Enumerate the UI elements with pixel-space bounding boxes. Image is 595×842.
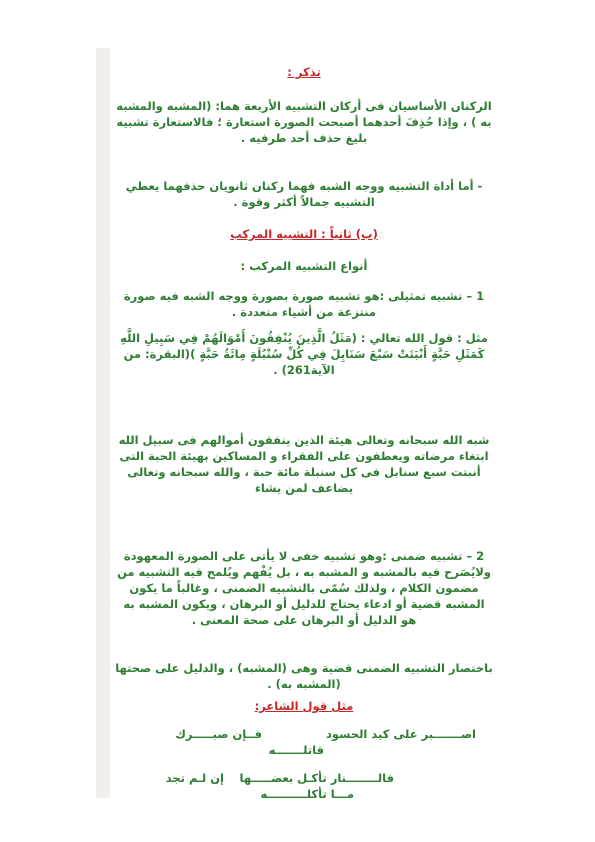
- type2-definition: 2 – تشبيه ضمنى :وهو تشبيه خفى لا يأتى على الصورة المعهودة ولايُصَرح فيه بالمشبه و المشبه به ، بل يُفْهم ويُلمح فيه التشبيه من مضمون الكلام ، ولذلك سُمّى بالتشبيه الضمنى ، وغالباً ما يكون المشبه قضية أو ادعاء يحتاج للدليل أو البرهان ، ويكون المشبه به هو الدليل أو البرهان على صحة المعنى .: [117, 549, 491, 627]
- verse1-second-hemistich: فــإن صبـــــرك: [175, 727, 262, 741]
- verse2-first-hemistich: فالــــــــنار تأكـل بعضـــــها: [239, 771, 394, 785]
- verse1-first-hemistich: اصـــــــبر على كيد الحسود: [326, 727, 476, 741]
- verse1-continuation: قاتلـــــــه: [268, 743, 324, 757]
- verse2-second-hemistich: إن لـم تجد: [165, 771, 224, 785]
- paragraph-secondary-pillars: - أما أداة التشبيه ووجه الشبه فهما ركنان ثانويان حذفهما يعطي التشبيه جمالاً أكثر وقوة .: [125, 179, 483, 209]
- verse2-continuation: مـــا تأكلــــــــــه: [260, 787, 354, 801]
- type2-summary: باختصار التشبيه الضمنى قضية وهى (المشبه) ، والدليل على صحتها (المشبه به) .: [115, 661, 493, 691]
- example1-explanation: شبه الله سبحانه وتعالى هيئة الذين ينفقون أموالهم فى سبيل الله ابتغاء مرضاته ويعطفون على الفقراء و المساكين بهيئة الحبة التى أنبتت سبع سنابل فى كل سنبلة مائة حبة ، والله سبحانه وتعالى يضاعف لمن يشاء: [118, 433, 490, 495]
- example1-quran: مثل : قول الله تعالي : (مَثَلُ الَّذِينَ يُنْفِقُونَ أَمْوَالَهُمْ فِي سَبِيلِ اللَّهِ كَمَثَلِ حَبَّةٍ أَنْبَتَتْ سَبْعَ سَنَابِلَ فِي كُلِّ سُنْبُلَةٍ مِائَةُ حَبَّةٍ )(البقرة: من الآية261) .: [120, 331, 488, 377]
- section-b-title: (ب) ثانياً : التشبيه المركب: [230, 227, 378, 241]
- type1-definition: 1 – تشبيه تمثيلى :هو تشبيه صورة بصورة ووجه الشبه فيه صورة منتزعة من أشياء متعددة .: [123, 289, 485, 319]
- document-page: [114, 0, 494, 842]
- poet-example-title: مثل قول الشاعر:: [254, 699, 354, 713]
- page-edge-strip: [96, 48, 110, 798]
- paragraph-main-pillars: الركنان الأساسيان فى أركان التشبيه الأربعة هما: (المشبه والمشبه به ) ، وإذا حُذِفَ أحدهما أصبحت الصورة استعارة ؛ فالاستعارة تشبيه بليغ حذف أحد طرفيه .: [116, 99, 492, 145]
- heading-remember: تذكر :: [287, 65, 321, 79]
- types-title: أنواع التشبيه المركب :: [240, 259, 368, 273]
